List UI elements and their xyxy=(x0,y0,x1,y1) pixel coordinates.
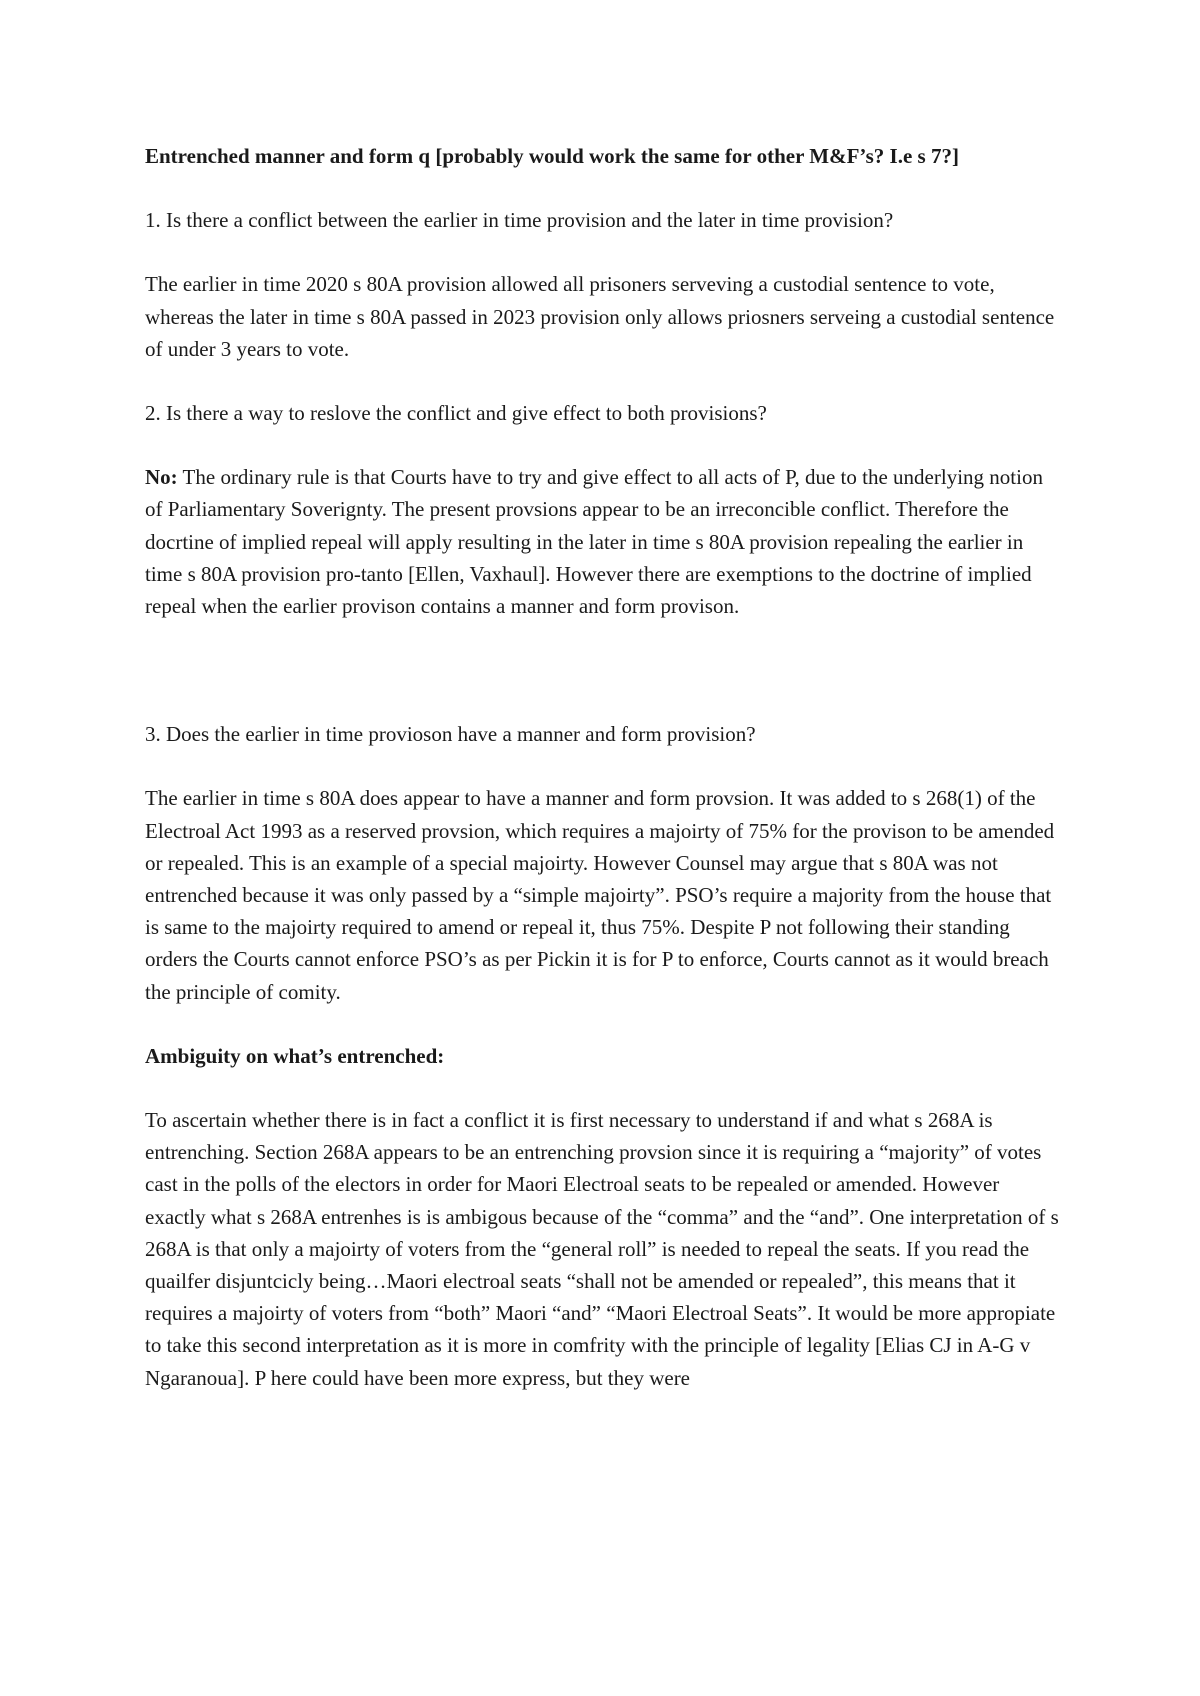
question-1: 1. Is there a conflict between the earlier in time provision and the later in time provision? xyxy=(145,208,894,233)
answer-2-lead: No: xyxy=(145,465,178,490)
answer-3: The earlier in time s 80A does appear to have a manner and form provsion. It was added to s 268(1) of the Electroal Act 1993 as a reserved provsion, which requires a majoirty of 75% for the provison to be amended or repealed. This is an example of a special majoirty. However Counsel may argue that s 80A was not entrenched because it was only passed by a “simple majoirty”. PSO’s require a majority from the house that is same to the majoirty required to amend or repeal it, thus 75%. Despite P not following their standing orders the Courts cannot enforce PSO’s as per Pickin it is for P to enforce, Courts cannot as it would breach the principle of comity. xyxy=(145,786,1055,1004)
document-page xyxy=(145,140,1065,1426)
ambiguity-body: To ascertain whether there is in fact a conflict it is first necessary to understand if and what s 268A is entrenching. Section 268A appears to be an entrenching provsion since it is requiring a “majority” of votes cast in the polls of the electors in order for Maori Electroal seats to be repealed or amended. However exactly what s 268A entrenhes is is ambigous because of the “comma” and the “and”. One interpretation of s 268A is that only a majoirty of voters from the “general roll” is needed to repeal the seats. If you read the quailfer disjuntcicly being…Maori electroal seats “shall not be amended or repealed”, this means that it requires a majoirty of voters from “both” Maori “and” “Maori Electroal Seats”. It would be more appropiate to take this second interpretation as it is more in comfrity with the principle of legality [Elias CJ in A-G v Ngaranoua]. P here could have been more express, but they were xyxy=(145,1108,1059,1390)
answer-2-body: The ordinary rule is that Courts have to try and give effect to all acts of P, due to the underlying notion of Parliamentary Soverignty. The present provsions appear to be an irreconcible conflict. Therefore the docrtine of implied repeal will apply resulting in the later in time s 80A provision repealing the earlier in time s 80A provision pro-tanto [Ellen, Vaxhaul]. However there are exemptions to the doctrine of implied repeal when the earlier provison contains a manner and form provison. xyxy=(145,465,1043,619)
blank-space xyxy=(145,654,1065,718)
question-2: 2. Is there a way to reslove the conflict and give effect to both provisions? xyxy=(145,401,767,426)
answer-2 xyxy=(145,461,1065,622)
answer-1: The earlier in time 2020 s 80A provision allowed all prisoners serveving a custodial sentence to vote, whereas the later in time s 80A passed in 2023 provision only allows priosners serveing a custodial sentence of under 3 years to vote. xyxy=(145,272,1055,361)
document-title: Entrenched manner and form q [probably would work the same for other M&F’s? I.e s 7?] xyxy=(145,144,959,168)
question-3: 3. Does the earlier in time provioson have a manner and form provision? xyxy=(145,722,756,747)
ambiguity-heading: Ambiguity on what’s entrenched: xyxy=(145,1043,445,1068)
